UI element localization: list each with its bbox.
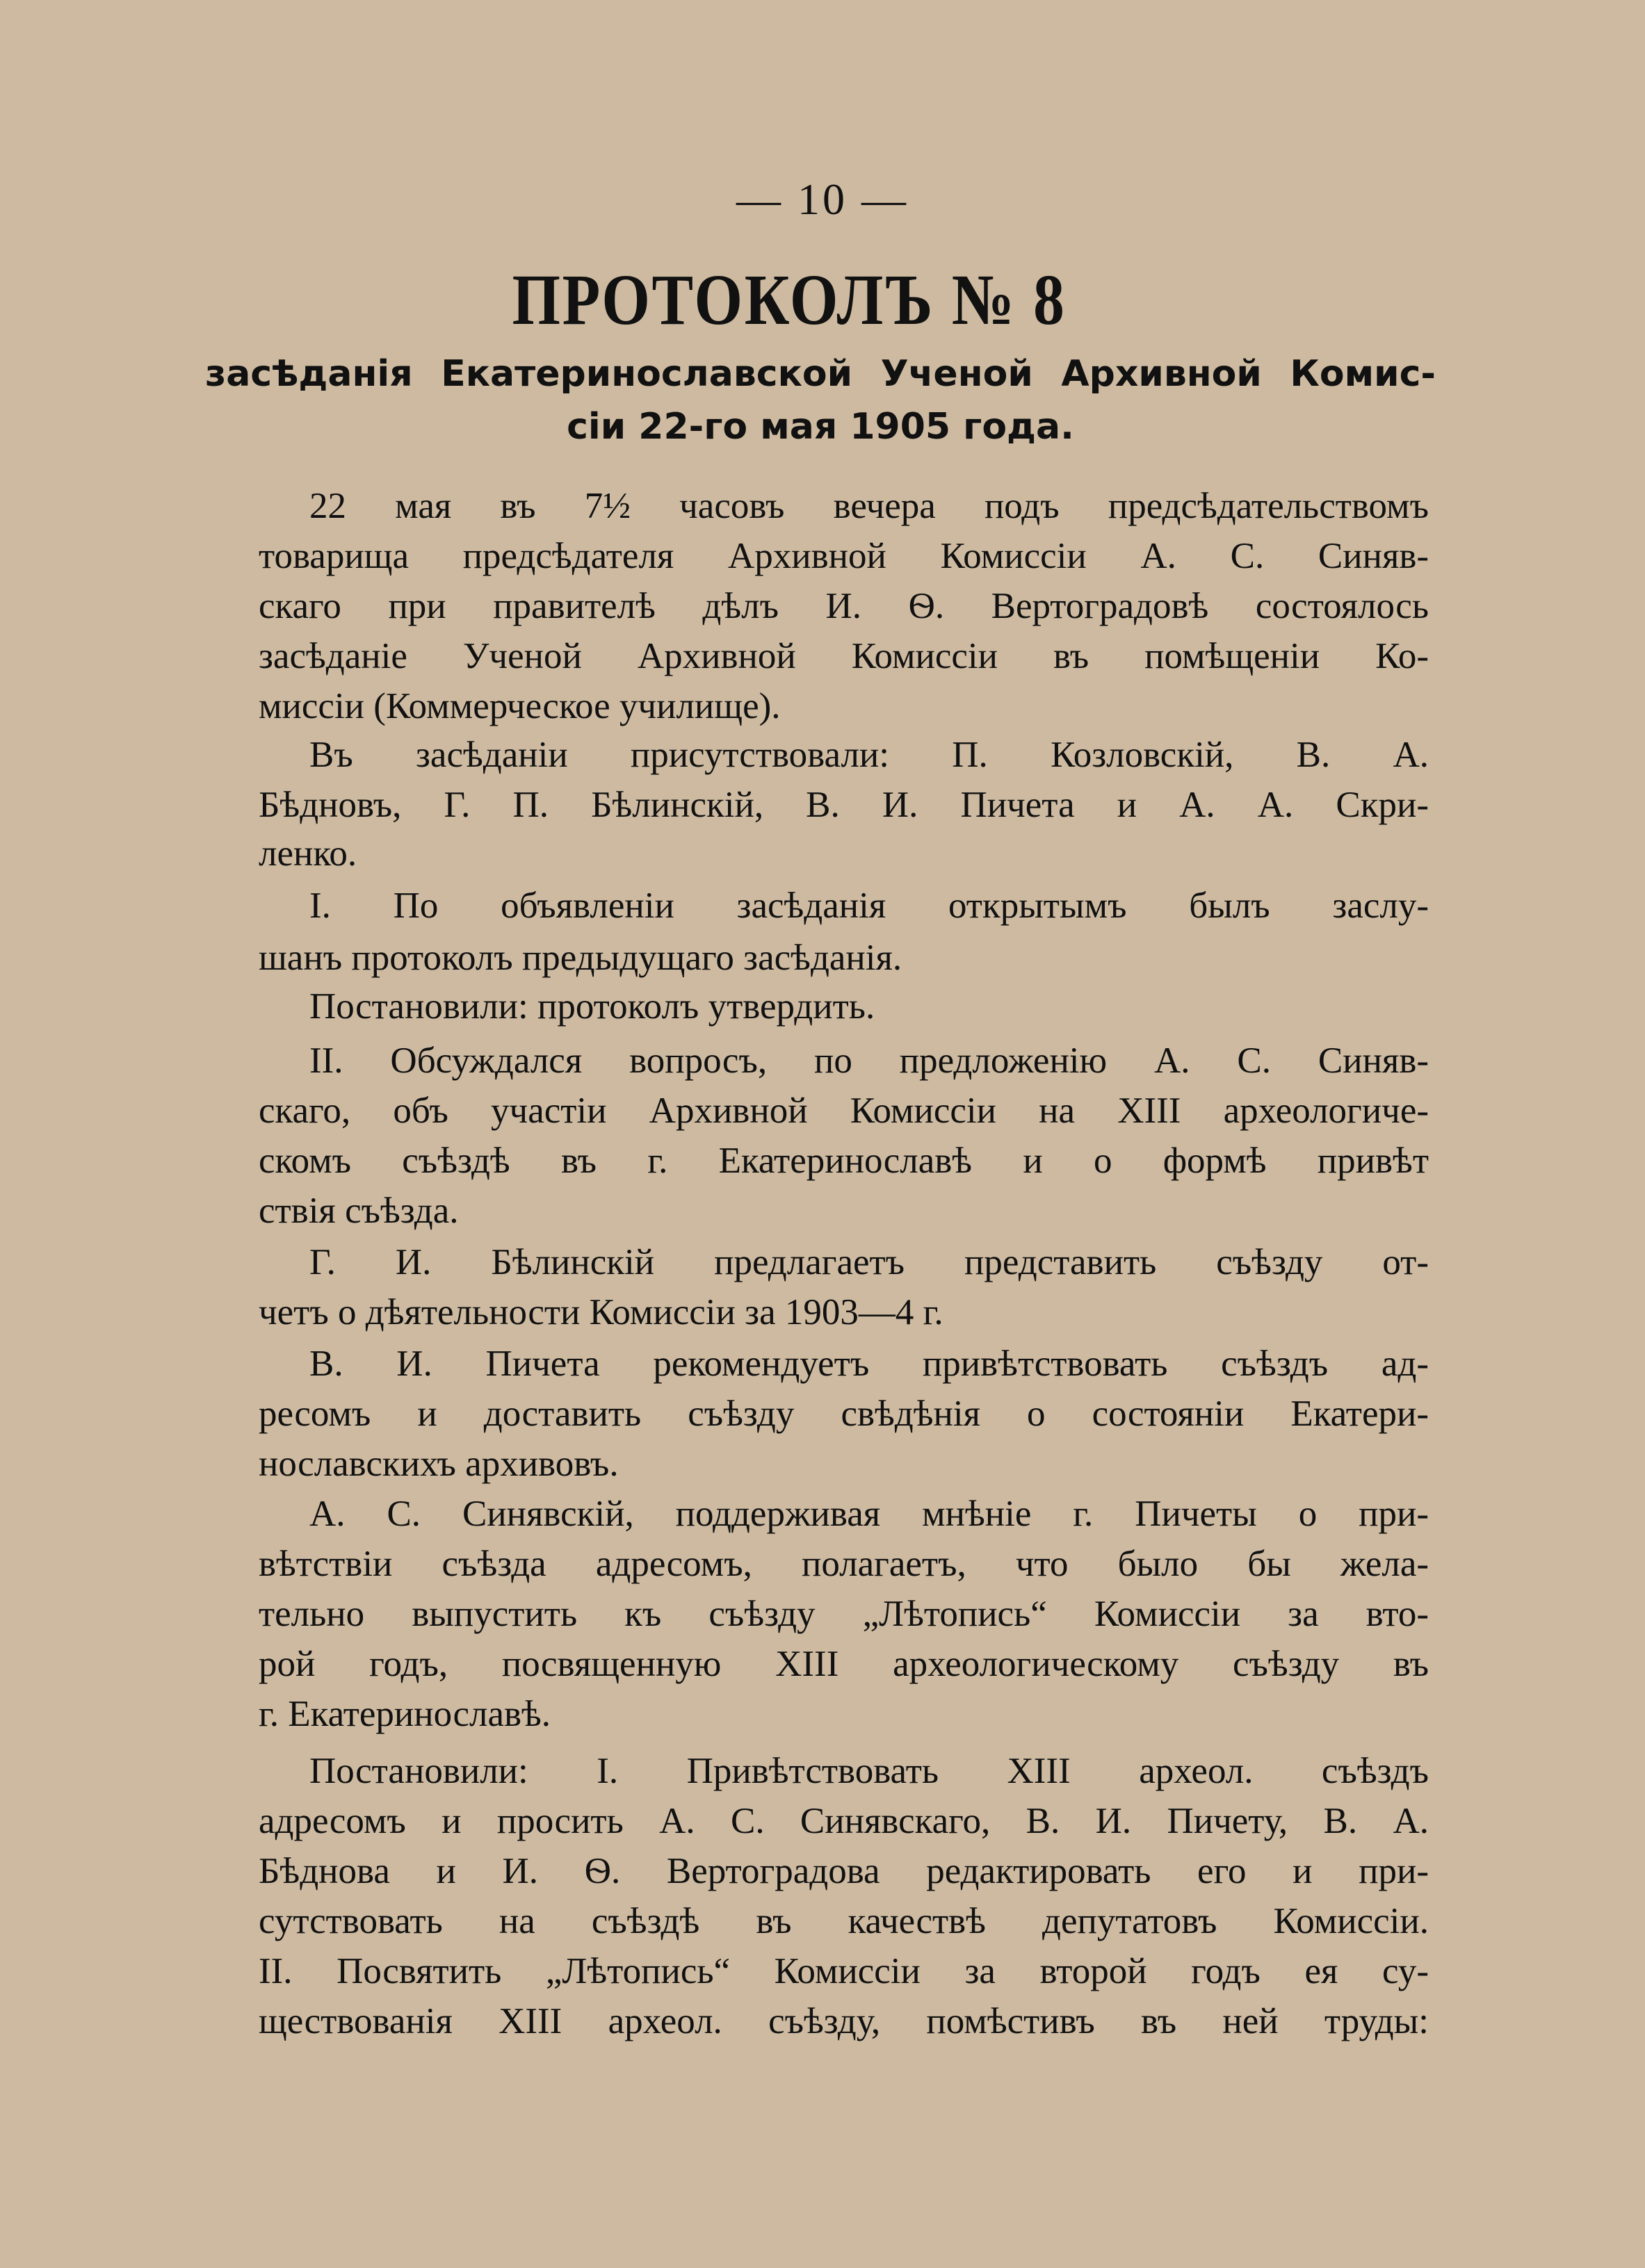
text-line: Бѣдновъ, Г. П. Бѣлинскій, В. И. Пичета и А. А. Скри- bbox=[259, 785, 1429, 825]
text-line: четъ о дѣятельности Комиссіи за 1903—4 г. bbox=[259, 1292, 943, 1332]
text-line: товарища предсѣдателя Архивной Комиссіи А. С. Синяв- bbox=[259, 536, 1429, 576]
text-line: II. Обсуждался вопросъ, по предложенію А. С. Синяв- bbox=[309, 1041, 1429, 1081]
text-line: рой годъ, посвященную XIII археологическому съѣзду въ bbox=[259, 1644, 1429, 1684]
text-line: 22 мая въ 7½ часовъ вечера подъ предсѣдательствомъ bbox=[309, 486, 1429, 526]
text-line: Въ засѣданіи присутствовали: П. Козловскій, В. А. bbox=[309, 735, 1429, 775]
text-line: засѣданіе Ученой Архивной Комиссіи въ помѣщеніи Ко- bbox=[259, 636, 1429, 676]
text-line: В. И. Пичета рекомендуетъ привѣтствовать съѣздъ ад- bbox=[309, 1344, 1429, 1384]
text-line: сутствовать на съѣздѣ въ качествѣ депутатовъ Комиссіи. bbox=[259, 1901, 1429, 1941]
text-line: тельно выпустить къ съѣзду „Лѣтопись“ Комиссіи за вто- bbox=[259, 1594, 1429, 1634]
text-line: ствія съѣзда. bbox=[259, 1191, 459, 1231]
protocol-title: ПРОТОКОЛЪ № 8 bbox=[512, 260, 1067, 340]
text-line: А. С. Синявскій, поддерживая мнѣніе г. Пичеты о при- bbox=[309, 1494, 1429, 1534]
text-line: ществованія XIII археол. съѣзду, помѣстивъ въ ней труды: bbox=[259, 2001, 1429, 2041]
subtitle-line-2: сіи 22-го мая 1905 года. bbox=[567, 406, 1074, 448]
text-line: нославскихъ архивовъ. bbox=[259, 1444, 619, 1484]
text-line: скаго при правителѣ дѣлъ И. Ѳ. Вертоградовѣ состоялось bbox=[259, 586, 1429, 626]
text-line: II. Посвятить „Лѣтопись“ Комиссіи за второй годъ ея су- bbox=[259, 1951, 1429, 1991]
text-line: I. По объявленіи засѣданія открытымъ былъ заслу- bbox=[309, 886, 1429, 926]
protocol-subtitle bbox=[205, 348, 1436, 453]
text-line: Г. И. Бѣлинскій предлагаетъ представить съѣзду от- bbox=[309, 1242, 1429, 1282]
text-line: шанъ протоколъ предыдущаго засѣданія. bbox=[259, 938, 902, 978]
text-line: ленко. bbox=[259, 833, 357, 874]
text-line: скомъ съѣздѣ въ г. Екатеринославѣ и о формѣ привѣт bbox=[259, 1141, 1429, 1181]
text-line: Постановили: протоколъ утвердить. bbox=[309, 986, 875, 1027]
text-line: Постановили: I. Привѣтствовать XIII археол. съѣздъ bbox=[309, 1751, 1429, 1791]
text-line: скаго, объ участіи Архивной Комиссіи на XIII археологиче- bbox=[259, 1091, 1429, 1131]
text-line: миссіи (Коммерческое училище). bbox=[259, 686, 781, 726]
text-line: Бѣднова и И. Ѳ. Вертоградова редактировать его и при- bbox=[259, 1851, 1429, 1891]
text-line: адресомъ и просить А. С. Синявскаго, В. И. Пичету, В. А. bbox=[259, 1801, 1429, 1841]
text-line: г. Екатеринославѣ. bbox=[259, 1694, 551, 1734]
page-number: — 10 — bbox=[736, 174, 909, 224]
text-line: вѣтствіи съѣзда адресомъ, полагаетъ, что было бы жела- bbox=[259, 1544, 1429, 1584]
text-line: ресомъ и доставить съѣзду свѣдѣнія о состояніи Екатери- bbox=[259, 1394, 1429, 1434]
subtitle-line-1: засѣданія Екатеринославской Ученой Архивной Комис- bbox=[205, 353, 1436, 395]
